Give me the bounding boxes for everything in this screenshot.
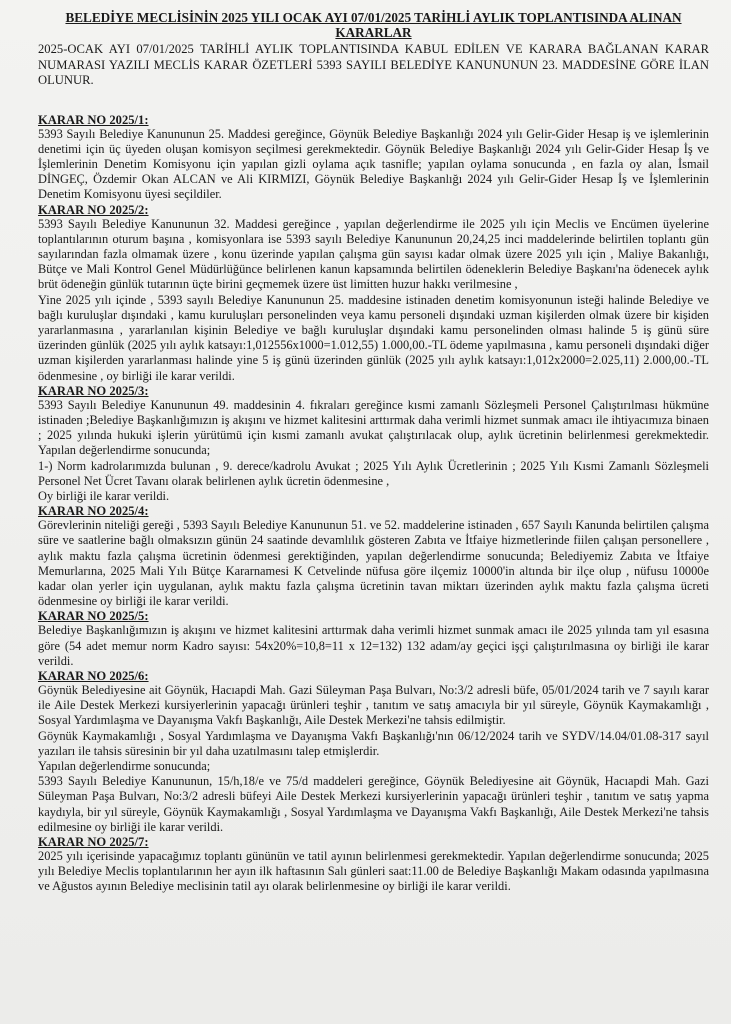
document-title: BELEDİYE MECLİSİNİN 2025 YILI OCAK AYI 07/01/2025 TARİHLİ AYLIK TOPLANTISINDA ALINAN KARARLAR — [65, 10, 682, 40]
decision-paragraph: Göynük Kaymakamlığı , Sosyal Yardımlaşma ve Dayanışma Vakfı Başkanlığı'nın 06/12/2024 tarih ve SYDV/14.04/01.08-317 sayıl yazıları ile tahsis süresinin bir yıl daha uzatılmasını talep etmişlerdir. — [38, 728, 709, 758]
decision-paragraph: 5393 Sayılı Belediye Kanununun 25. Maddesi gereğince, Göynük Belediye Başkanlığı 2024 yılı Gelir-Gider Hesap iş ve işlemlerinin denetimi için üç üyeden oluşan komisyon seçilmesi gerekmektedir. Göynük Belediye Başkanlığı 2024 yılı Gelir-Gider Hesap İş ve İşlemlerinin Denetim Komisyonu için yapılan gizli oylama açık tasnifle; yapılan oylama sonucunda , en fazla oy alan, İsmail DİNGEÇ, Özdemir Okan ALCAN ve Ali KIRMIZI, Göynük Belediye Başkanlığı 2024 yılı Gelir-Gider Hesap İş ve İşlemlerinin Denetim Komisyonu üyesi seçildiler. — [38, 126, 709, 202]
decision-2025-6 — [38, 669, 709, 835]
decision-heading: KARAR NO 2025/2: — [38, 202, 149, 217]
decision-paragraph: Yapılan değerlendirme sonucunda; — [38, 759, 211, 774]
decision-heading: KARAR NO 2025/6: — [38, 669, 149, 683]
decision-heading: KARAR NO 2025/5: — [38, 609, 149, 624]
decision-2025-7 — [38, 835, 709, 895]
decision-paragraph: 5393 Sayılı Belediye Kanununun, 15/h,18/e ve 75/d maddeleri gereğince, Göynük Belediyesine ait Göynük, Hacıapdi Mah. Gazi Süleyman Paşa Bulvarı, No:3/2 adresli büfeyi Aile Destek Merkezi kursiyerlerinin yapacağı ürünleri teşhir , tanıtım ve satış yapma kaydıyla, bir yıl süreyle, Göynük Kaymakamlığı , Sosyal Yardımlaşma ve Dayanışma Vakfı Başkanlığı, Aile Destek Merkezi'ne tahsis edilmesine oy birliği ile karar verildi. — [38, 774, 709, 834]
decision-2025-4 — [38, 504, 709, 609]
decision-paragraph: 2025 yılı içerisinde yapacağımız toplantı gününün ve tatil ayının belirlenmesi gerekmektedir. Yapılan değerlendirme sonucunda; 2025 yılı Belediye Meclis toplantılarının her ayın ilk haftasının Salı günleri saat:11.00 de Belediye Başkanlığı Makam odasında yapılmasına ve Ağustos ayının Belediye meclisinin tatil ayı olarak belirlenmesine oy birliği ile karar verildi. — [38, 849, 709, 894]
decision-paragraph: Belediye Başkanlığımızın iş akışını ve hizmet kalitesini arttırmak daha verimli hizmet sunmak amacı ile 2025 yılında tam yıl esasına göre (54 adet memur norm Kadro sayısı: 54x20%=10,8=11 x 12=132) 132 adam/ay geçici işçi çalıştırılmasına oy birliği ile karar verildi. — [38, 623, 709, 668]
document-intro: 2025-OCAK AYI 07/01/2025 TARİHLİ AYLIK TOPLANTISINDA KABUL EDİLEN VE KARARA BAĞLANAN KARAR NUMARASI YAZILI MECLİS KARAR ÖZETLERİ 5393 SAYILI BELEDİYE KANUNUNUN 23. MADDESİNE GÖRE İLAN OLUNUR. — [38, 42, 709, 87]
decision-heading: KARAR NO 2025/4: — [38, 504, 149, 519]
decision-paragraph: Görevlerinin niteliği gereği , 5393 Sayılı Belediye Kanununun 51. ve 52. maddelerine istinaden , 657 Sayılı Kanunda belirtilen çalışma süre ve saatlerine bağlı olmaksızın günün 24 saatinde devamlılık gösteren Zabıta ve İtfaiye hizmetlerinde fiilen çalışan personellere , aylık maktu fazla çalışma ücretinin ödenmesi gerektiğinden, yapılan değerlendirme sonucunda; Belediyemiz Zabıta ve İtfaiye Memurlarına, 2025 Mali Yılı Bütçe Kararnamesi K Cetvelinde nüfusa göre ilçemiz 10000'in altında bir ilçe olup , nüfusu 10000e kadar olan yerler için uygulanan, aylık maktu fazla çalışma ücretinin tavan miktarı üzerinden aylık maktu fazla çalışma ücreti ödenmesine oy birliği ile karar verildi. — [38, 518, 709, 609]
decision-heading: KARAR NO 2025/1: — [38, 112, 149, 127]
decision-heading: KARAR NO 2025/3: — [38, 383, 149, 398]
decision-paragraph: Göynük Belediyesine ait Göynük, Hacıapdi Mah. Gazi Süleyman Paşa Bulvarı, No:3/2 adresli büfe, 05/01/2024 tarih ve 7 sayılı karar ile Aile Destek Merkezi kursiyerlerinin yapacağı ürünleri teşhir , tanıtım ve satış amacıyla bir yıl süreyle, Göynük Kaymakamlığı , Sosyal Yardımlaşma ve Dayanışma Vakfı Başkanlığı, Aile Destek Merkezi'ne tahsis edilmiştir. — [38, 683, 709, 728]
decision-2025-2 — [38, 203, 709, 384]
decision-heading: KARAR NO 2025/7: — [38, 835, 149, 850]
decision-paragraph: 5393 Sayılı Belediye Kanununun 49. maddesinin 4. fıkraları gereğince kısmi zamanlı Sözleşmeli Personel Çalıştırılması hükmüne istinaden ;Belediye Başkanlığımızın iş akışını ve hizmet kalitesini arttırmak daha verimli hizmet sunmak amacı ile ihtiyacımıza binaen ; 2025 yılında hukuki işlerin yürütümü için kısmi zamanlı avukat çalıştırılacak olup, aylık ücretinin belirlenmesi gerekmektedir. Yapılan değerlendirme sonucunda; — [38, 397, 709, 458]
decision-2025-3 — [38, 384, 709, 504]
decision-paragraph: Yine 2025 yılı içinde , 5393 sayılı Belediye Kanununun 25. maddesine istinaden denetim komisyonunun isteği halinde Belediye ve bağlı kuruluşlar dışındaki , kamu kuruluşları personelinden veya kamu personeli dışındaki uzman kişilerden olmak üzere bir kişiden yararlanmasına , yararlanılan kişinin Belediye ve bağlı kuruluşlar dışındaki kamu personelinden olması halinde 5 iş günü süre üzerinden günlük (2025 yılı aylık katsayı:1,012556x1000=1.012,55) 1.000,00.-TL ödeme yapılmasına , kamu personeli dışındaki diğer uzman kişilerden yararlanması halinde yine 5 iş günü üzerinden günlük (2025 yılı aylık katsayı:1,012x2000=2.025,11) 2.000,00.-TL ödenmesine , oy birliği ile karar verildi. — [38, 292, 709, 383]
decision-paragraph: 5393 Sayılı Belediye Kanununun 32. Maddesi gereğince , yapılan değerlendirme ile 2025 yılı için Meclis ve Encümen üyelerine toplantılarının oturum başına , komisyonlara ise 5393 sayılı Belediye Kanununun 20,24,25 inci maddelerinde belirtilen toplantı gün sayılarından fazla olmamak üzere , konu üzerinde yapılan çalışma gün sayısı kadar olmak üzere 2025 yılı için , Maliye Bakanlığı, Bütçe ve Mali Kontrol Genel Müdürlüğünce belirlenen kanun kapsamında belirtilen ödeneklerin Belediye Başkanı'na ödenecek aylık brüt ödeneğin günlük tutarının üçte birini geçmemek üzere üst limitten huzur hakkı verilmesine , — [38, 216, 709, 292]
decision-2025-5 — [38, 609, 709, 669]
decision-2025-1 — [38, 113, 709, 203]
decision-paragraph: 1-) Norm kadrolarımızda bulunan , 9. derece/kadrolu Avukat ; 2025 Yılı Aylık Ücretlerinin ; 2025 Yılı Kısmi Zamanlı Sözleşmeli Personel Net Ücret Tavanı olarak belirlenen aylık ücretin ödenmesine , — [38, 458, 709, 488]
decision-paragraph: Oy birliği ile karar verildi. — [38, 488, 170, 503]
